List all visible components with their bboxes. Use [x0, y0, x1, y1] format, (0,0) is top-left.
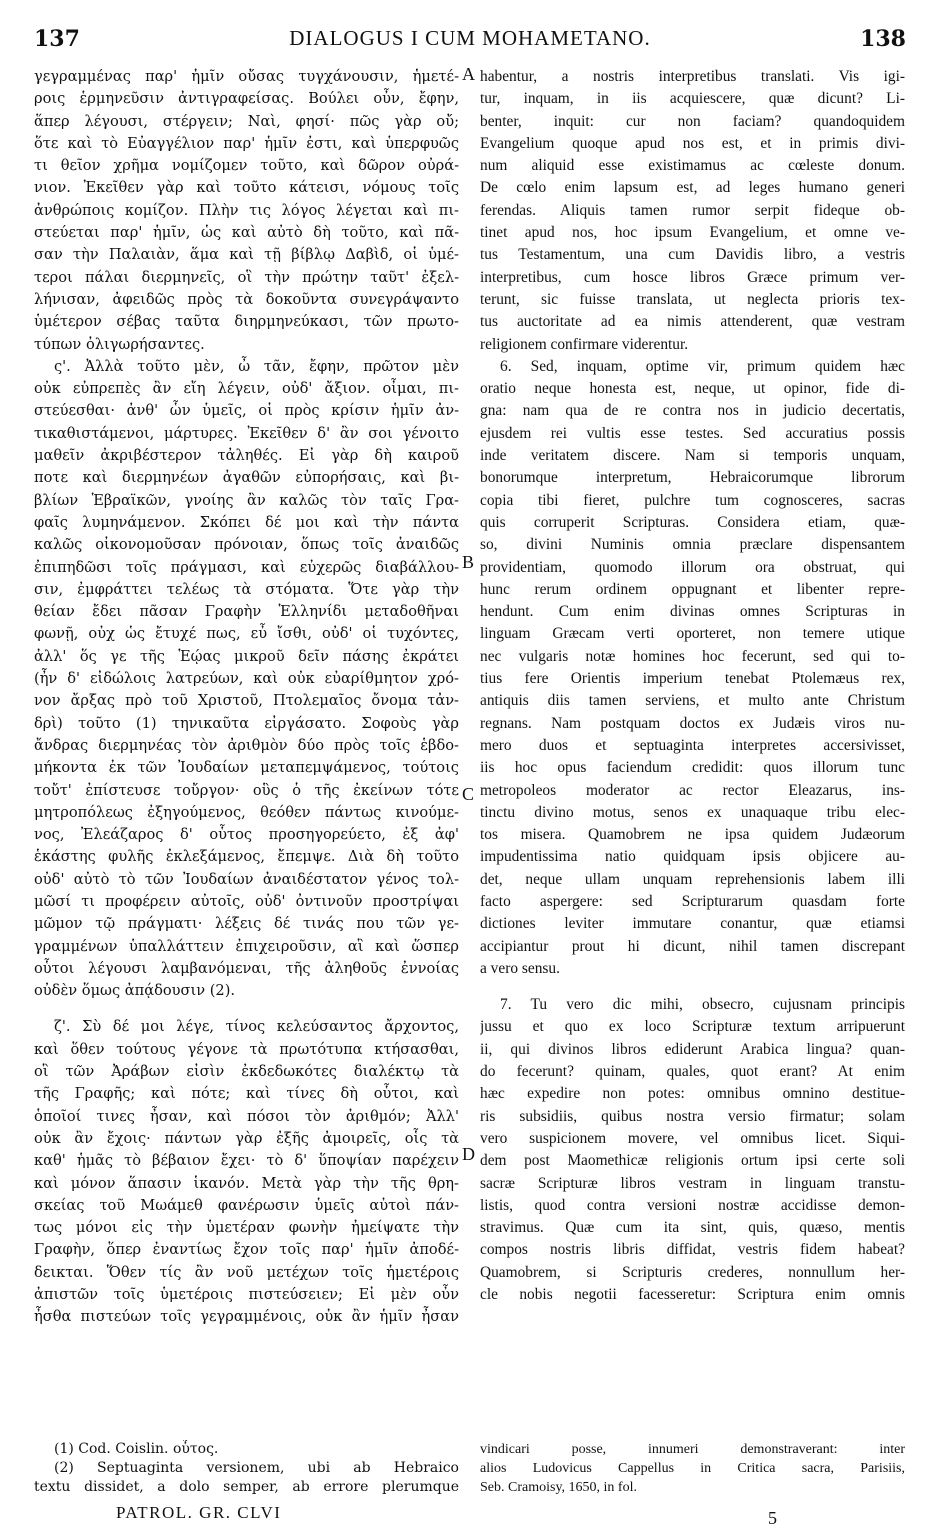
page-number-right: 138 — [860, 26, 906, 52]
margin-marker-c: C — [462, 784, 475, 804]
latin-text-line: tur, inquam, in iis acquiescere, quæ dicunt? Li- — [480, 90, 905, 108]
latin-text-line: ii, qui divinos libros ediderunt Arabica lingua? quan- — [480, 1040, 905, 1058]
latin-text-line: quis corruperit Scripturas. Considera etiam, quæ- — [480, 513, 905, 531]
latin-text-line: sacræ Scripturæ libros vestram in linguam transtu- — [480, 1174, 905, 1192]
greek-text-line: ζ'. Σὺ δέ μοι λέγε, τίνος κελεύσαντος ἄρχοντος, — [54, 1018, 459, 1036]
greek-text-line: τικαθιστάμενοι, μάρτυρες. Ἐκεῖθεν δ' ἂν σοι γένοιτο — [34, 424, 459, 442]
latin-text-line: oratio neque honesta est, neque, ut opinor, fide di- — [480, 380, 905, 398]
latin-text-line: a vero sensu. — [480, 959, 560, 977]
latin-text-line: bonorumque interpretum, Hebraicorumque librorum — [480, 469, 905, 487]
greek-text-line: τῆς Γραφῆς; καὶ πότε; καὶ τίνες δὴ οὗτοι, καὶ — [34, 1085, 459, 1103]
latin-text-line: gna: nam qua de re contra nos in judicio decertatis, — [480, 402, 905, 420]
latin-text-line: tus auctoritate ad ea nimis attenderent, quæ vestram — [480, 313, 905, 331]
latin-text-line: stravimus. Quæ cum ita sint, quis, quæso, mentis — [480, 1219, 905, 1237]
latin-text-line: 6. Sed, inquam, optime vir, primum quidem hæc — [500, 357, 905, 375]
latin-column — [480, 66, 905, 1306]
latin-text-line: compos nostris libris diffidat, vestris fidem habeat? — [480, 1241, 905, 1259]
greek-text-line: νιον. Ἐκεῖθεν γὰρ καὶ τοῦτο κάτεισι, νόμους τοῖς — [34, 179, 459, 197]
greek-text-line: λήνισαν, ἀφειδῶς πρὸς τὰ δοκοῦντα συνεγράψαντο — [34, 290, 459, 308]
greek-text-line: ἦσθα πιστεύων τοῖς γεγραμμένοις, οὐκ ἂν ἡμῖν ἦσαν — [34, 1308, 459, 1326]
latin-text-line: tus Testamentum, una cum Davidis libro, a vestris — [480, 246, 905, 264]
greek-text-line: ὑμέτερον σέβας ταῦτα διηρμηνεύκασι, τῶν πρωτο- — [34, 313, 459, 331]
greek-text-line: στεύεται παρ' ἡμῖν, ὡς καὶ αὐτὸ δὴ τοῦτο, καὶ πᾶ- — [34, 224, 459, 242]
greek-column — [34, 66, 459, 1329]
footnote-line: (2) Septuaginta versionem, ubi ab Hebraico — [54, 1460, 459, 1476]
footnote-line: textu dissidet, a dolo semper, ab errore plerumque — [34, 1479, 459, 1495]
latin-text-line: listis, quod contra versioni nostræ accidisse demon- — [480, 1196, 905, 1214]
latin-text-line: inde veritatem discere. Nam si temporis unquam, — [480, 447, 905, 465]
greek-text-line: καθ' ἡμᾶς τὸ βέβαιον ἔχει· τὸ δ' ὕποψίαν παρέχειν — [34, 1152, 459, 1170]
latin-text-line: hendunt. Cum enim divinas omnes Scripturas in — [480, 603, 905, 621]
latin-text-line: tinet apud nos, hoc ipsum Evangelium, et omne ve- — [480, 224, 905, 242]
latin-text-line: copia tibi fieret, pulchre tum cognosceres, sacras — [480, 491, 905, 509]
footnote-line: alios Ludovicus Cappellus in Critica sacra, Parisiis, — [480, 1461, 905, 1476]
greek-text-line: δρὶ) τοῦτο (1) τηνικαῦτα εἰργάσατο. Σοφοὺς γὰρ — [34, 714, 459, 732]
latin-text-line: num aliquid esse existimamus ac cœleste donum. — [480, 157, 905, 175]
latin-text-line: cle nobis negotii facesseretur: Scriptura enim omnis — [480, 1286, 905, 1304]
latin-text-line: do fecerunt? quinam, quales, quot erant? At enim — [480, 1063, 905, 1081]
margin-marker-d: D — [462, 1144, 475, 1164]
latin-text-line: vero suspicionem movere, vel omnibus licet. Siqui- — [480, 1129, 905, 1147]
latin-text-line: hæc expedire non potes: omnibus omnino destitue- — [480, 1085, 905, 1103]
greek-text-line: ς'. Ἀλλὰ τοῦτο μὲν, ὦ τᾶν, ἔφην, πρῶτον μὲν — [54, 357, 459, 375]
running-header — [34, 26, 906, 58]
latin-text-line: dem post Maomethicæ religionis ortum ipsi certe soli — [480, 1152, 905, 1170]
greek-text-line: ἀπιστῶν τοῖς ὑμετέροις πιστεύσειεν; Εἰ μὲν οὖν — [34, 1286, 459, 1304]
greek-text-line: οἳ τῶν Ἀράβων εἰσὶν ἐκδεδωκότες διαλέκτῳ τὰ — [34, 1063, 459, 1081]
running-title: DIALOGUS I CUM MOHAMETANO. — [289, 26, 651, 50]
latin-text-line: ferendas. Aliquis tamen rumor serpit fideque ob- — [480, 201, 905, 219]
latin-text-line: so, divini Numinis omnia præclare dispensantem — [480, 536, 905, 554]
latin-text-line: Quamobrem, si Scripturis crederes, nonnullum her- — [480, 1263, 905, 1281]
latin-text-line: hunc rerum ordinem oppugnant et libenter repre- — [480, 580, 905, 598]
greek-text-line: οὐκ εὐπρεπὲς ἂν εἴη λέγειν, οὐδ' ἄξιον. οἶμαι, πι- — [34, 380, 459, 398]
latin-text-line: 7. Tu vero dic mihi, obsecro, cujusnam principis — [500, 996, 905, 1014]
greek-text-line: καλῶς οἰκονομοῦσαν πρόνοιαν, ὅπως τοῖς ἀναιδῶς — [34, 536, 459, 554]
greek-text-line: γραμμένων ὑπαλλάττειν ἐπιχειροῦσιν, αἳ καὶ ὥσπερ — [34, 937, 459, 955]
greek-text-line: μητροπόλεως ἐξηγούμενος, θεόθεν πάντως κινούμε- — [34, 803, 459, 821]
greek-text-line: γεγραμμένας παρ' ἡμῖν οὔσας τυγχάνουσιν, ἡμετέ- — [34, 68, 459, 85]
margin-marker-b: B — [462, 552, 475, 572]
latin-text-line: facto aspergere: sed Scripturarum quasdam forte — [480, 892, 905, 910]
latin-text-line: terunt, sic fuisse translata, ut neglecta prioris tex- — [480, 290, 905, 308]
latin-text-line: tius fere Orientis imperium tenebat Ptolemæus rex, — [480, 670, 905, 688]
greek-text-line: τι θεῖον χρῆμα νομίζομεν τοῦτο, καὶ δῶρον οὐρά- — [34, 157, 459, 175]
latin-text-line: mero duos et septuaginta interpretes accersivisset, — [480, 736, 905, 754]
latin-text-line: Evangelium quoque apud nos est, et in primis divi- — [480, 134, 905, 152]
greek-text-line: οὐκ ἂν ἔχοις· πάντων γὰρ ἐξῆς ἀμοιρεῖς, οἷς τὰ — [34, 1129, 459, 1147]
greek-text-line: καὶ ὅθεν τούτους γέγονε τὰ πρωτότυπα κτήσασθαι, — [34, 1040, 459, 1058]
greek-text-line: σκείας τοῦ Μωάμεθ φανέρωσιν ὑμεῖς αὐτοὶ πάν- — [34, 1196, 459, 1214]
margin-marker-a: A — [462, 64, 475, 84]
latin-text-line: regnans. Nam postquam doctos ex Judæis viros nu- — [480, 714, 905, 732]
latin-text-line: tinctu divino motus, senos ex unaquaque tribu elec- — [480, 803, 905, 821]
greek-text-line: μῶμον τῷ πράγματι· λέξεις δέ τινάς που τῶν γε- — [34, 915, 459, 933]
latin-text-line: habentur, a nostris interpretibus translati. Vis igi- — [480, 68, 905, 85]
greek-text-line: τοὔτ' ἐπίστευσε τοὔργον· οὓς ὁ τῆς ἐκείνων τότε — [34, 781, 459, 799]
greek-text-line: φαῖς λυμηνάμενον. Σκόπει δέ μοι καὶ τὴν πάντα — [34, 513, 459, 531]
greek-text-line: σιν, ἐμφράττει τελέως τὰ στόματα. Ὅτε γὰρ τὴν — [34, 580, 459, 598]
greek-text-line: Γραφὴν, ὅπερ ἐναντίως ἔχον τοῖς παρ' ἡμῖν ἀποδέ- — [34, 1241, 459, 1259]
latin-text-line: dictiones leviter immutare conantur, quæ etiamsi — [480, 915, 905, 933]
greek-text-line: οὐδ' αὐτὸ τὸ τῶν Ἰουδαίων ἀναιδέστατον γένος τολ- — [34, 870, 459, 888]
greek-text-line: οὗτοι λέγουσι λαμβανόμεναι, τῆς ἀληθοῦς ἐννοίας — [34, 959, 459, 977]
latin-text-line: metropoleos moderator ac rector Eleazarus, ins- — [480, 781, 905, 799]
greek-text-line: ἀλλ' ὅς γε τῆς Ἑῴας μικροῦ δεῖν πάσης ἐκράτει — [34, 647, 459, 665]
greek-text-line: ἑκάστης φυλῆς ἐκλεξάμενος, ἔπεμψε. Διὰ δὴ τοῦτο — [34, 848, 459, 866]
greek-text-line: ὁποῖοί τινες ἦσαν, καὶ πόσοι τὸν ἀριθμόν; Ἀλλ' — [34, 1107, 459, 1125]
greek-text-line: βλίων Ἑβραϊκῶν, γνοίης ἂν καλῶς τὸν ταῖς Γρα- — [34, 491, 459, 509]
greek-text-line: καὶ μόνον ἅπασιν ἱκανόν. Μετὰ γὰρ τὴν τῆς θρη- — [34, 1174, 459, 1192]
greek-text-line: δεικται. Ὅθεν τίς ἂν νοῦ μετέχων τοῖς ἡμετέροις — [34, 1263, 459, 1281]
latin-text-line: providentiam, quomodo illorum ora obstruat, qui — [480, 558, 905, 576]
greek-text-line: ἀνθρώποις κομίζον. Πλὴν τις λόγος λέγεται καὶ πι- — [34, 201, 459, 219]
greek-text-line: τύπων ὀλιγωρήσαντες. — [34, 335, 205, 353]
greek-text-line: ποτε καὶ διερμηνέων ἀγαθῶν εὐπορήσαις, καὶ βι- — [34, 469, 459, 487]
greek-text-line: φωνῇ, οὐχ ὡς ἔτυχέ πως, εὖ ἴσθι, οὐδ' οἱ τυχόντες, — [34, 625, 459, 643]
greek-text-line: ἐπιπηδῶσι τοῖς πράγμασι, καὶ εὐχερῶς διαβάλλου- — [34, 558, 459, 576]
footnotes-left — [34, 1440, 459, 1497]
greek-text-line: τεροι πάλαι διερμηνεῖς, οἳ τὴν πρώτην ταῦτ' ἐξελ- — [34, 268, 459, 286]
greek-text-line: θείαν ἔδει πᾶσαν Γραφὴν Ἑλληνίδι μεταδοθῆναι — [34, 603, 459, 621]
latin-text-line: accipiantur prout hi dicunt, nihil tamen discrepant — [480, 937, 905, 955]
greek-text-line: ροις ἑρμηνεῦσιν ἀντιγραφείσας. Βούλει οὖν, ἔφην, — [34, 90, 459, 108]
greek-text-line: ὅτε καὶ τὸ Εὐαγγέλιον παρ' ἡμῖν ἐστι, καὶ ὑπερφυῶς — [34, 134, 459, 152]
latin-text-line: iis hoc opus faciendum credidit: quos illorum tunc — [480, 759, 905, 777]
greek-text-line: μῶσί τι προφέρειν αὐτοῖς, οὐδ' ὀντινοῦν προστρίψαι — [34, 892, 459, 910]
greek-text-line: στεύεσθαι· ἀνθ' ὧν ὑμεῖς, οἱ πρὸς κρίσιν ἡμῖν ἀν- — [34, 402, 459, 420]
greek-text-line: νος, Ἐλεάζαρος δ' οὗτος προσηγορεύετο, ἐξ ἀφ' — [34, 826, 459, 844]
latin-text-line: religionem confirmare viderentur. — [480, 335, 689, 353]
latin-text-line: impudentissima natio quidquam ipsis objicere au- — [480, 848, 905, 866]
greek-text-line: νον ἄρξας πρὸ τοῦ Χριστοῦ, Πτολεμαῖος ὄνομα τἀν- — [34, 692, 459, 710]
greek-text-line: μήκοντα ἐκ τῶν Ἰουδαίων μεταπεμψάμενος, τούτοις — [34, 759, 459, 777]
sheet-number: 5 — [768, 1508, 777, 1528]
latin-text-line: benter, inquit: cur non faciam? quandoquidem — [480, 112, 905, 130]
latin-text-line: ris subsidiis, quibus nostra versio firmatur; solam — [480, 1107, 905, 1125]
footnote-line: vindicari posse, innumeri demonstraverant: inter — [480, 1442, 905, 1457]
latin-text-line: ejusdem rei vultis esse testes. Sed accuratius possis — [480, 424, 905, 442]
latin-text-line: antiquis diis tamen serviens, et multo ante Christum — [480, 692, 905, 710]
page-number-left: 137 — [34, 26, 80, 52]
latin-text-line: nec vulgaris notæ homines hoc fecerunt, sed qui to- — [480, 647, 905, 665]
signature-mark: PATROL. GR. CLVI — [116, 1503, 282, 1522]
latin-text-line: tos misera. Quamobrem ne ipsa quidem Judæorum — [480, 826, 905, 844]
latin-text-line: De cœlo enim lapsum est, ad leges humano generi — [480, 179, 905, 197]
footnotes-right — [480, 1440, 905, 1497]
greek-text-line: (ἦν δ' εἰδώλοις λατρεύων, καὶ οὐκ εὐαρίθμητον χρό- — [34, 670, 459, 688]
latin-text-line: linguam Græcam verti oporteret, non temere utique — [480, 625, 905, 643]
footnote-line: (1) Cod. Coislin. οὗτος. — [54, 1441, 219, 1457]
greek-text-line: σαν τὴν Παλαιὰν, ἅμα καὶ τῇ βίβλῳ Δαβὶδ, οἱ ὑμέ- — [34, 246, 459, 264]
footnote-line: Seb. Cramoisy, 1650, in fol. — [480, 1480, 637, 1495]
greek-text-line: ἄνδρας διερμηνέας τὸν ἀριθμὸν δύο πρὸς τοῖς ἑβδο- — [34, 736, 459, 754]
latin-text-line: interpretibus, cum hosce libros Græce primum ver- — [480, 268, 905, 286]
latin-text-line: jussu et quo ex loco Scripturæ textum arripuerunt — [480, 1018, 905, 1036]
greek-text-line: τως μόνοι εἰς τὴν ὑμετέραν φωνὴν ἠμείψατε τὴν — [34, 1219, 459, 1237]
greek-text-line: ἅπερ λέγουσι, στέργειν; Ναὶ, φησί· πῶς γὰρ οὔ; — [34, 112, 459, 130]
greek-text-line: οὐδὲν ὅμως ἀπᾴδουσιν (2). — [34, 982, 236, 1000]
latin-text-line: det, neque ullam unquam reprehensionis labem illi — [480, 870, 905, 888]
greek-text-line: μαθεῖν ἀκριβέστερον τἀληθές. Εἰ γὰρ δὴ καιροῦ — [34, 447, 459, 465]
